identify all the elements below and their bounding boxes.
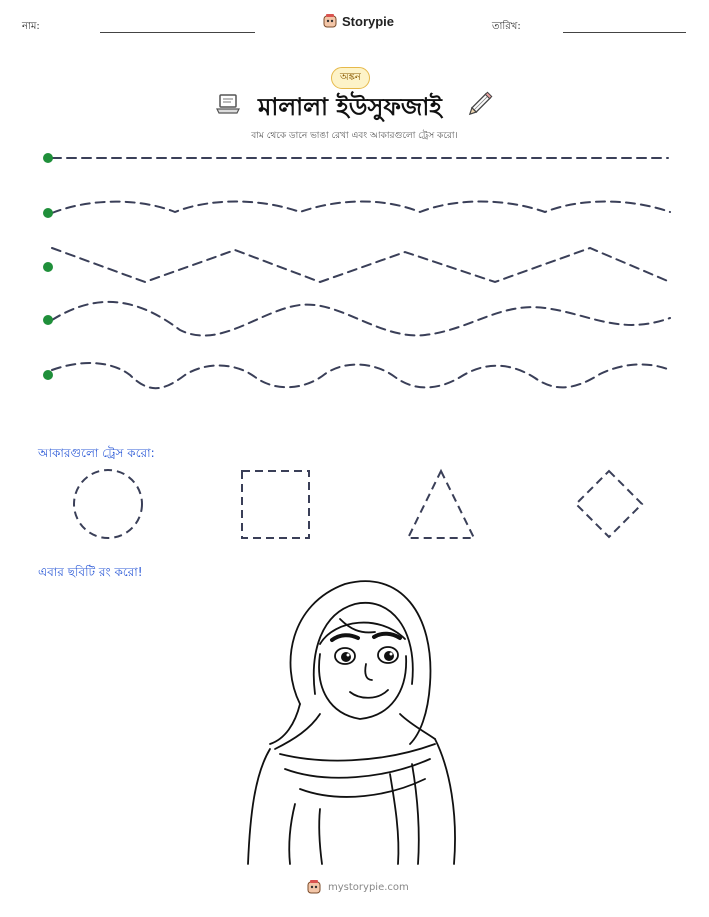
tracing-line-wave-3 <box>52 363 670 388</box>
shape-circle <box>74 470 142 538</box>
category-badge: অঙ্কন <box>331 67 370 89</box>
name-line[interactable] <box>100 32 255 33</box>
shape-triangle <box>408 471 474 538</box>
brand-logo <box>322 13 394 29</box>
coloring-section-label: এবার ছবিটি রং করো! <box>38 565 143 579</box>
brand-name: Storypie <box>342 13 395 29</box>
shape-square <box>242 471 309 538</box>
shapes-section-label: আকারগুলো ট্রেস করো: <box>38 446 155 460</box>
laptop-icon <box>214 92 242 116</box>
malala-coloring-illustration <box>240 574 470 866</box>
tracing-lines <box>0 140 709 400</box>
start-dot-5 <box>43 370 53 380</box>
start-dot-2 <box>43 208 53 218</box>
shape-diamond <box>576 471 642 537</box>
tracing-line-wave-2 <box>52 302 670 336</box>
start-dot-4 <box>43 315 53 325</box>
tracing-line-zigzag <box>52 248 670 282</box>
storypie-mascot-icon <box>306 879 322 895</box>
footer <box>306 879 409 895</box>
storypie-mascot-icon <box>322 13 338 29</box>
instructions-text: বাম থেকে ডানে ভাঙা রেখা এবং আকারগুলো ট্রেস করো। <box>251 131 458 141</box>
trace-shapes <box>0 460 709 550</box>
start-dot-3 <box>43 262 53 272</box>
date-line[interactable] <box>563 32 686 33</box>
tracing-line-wave-1 <box>52 202 670 214</box>
pencil-icon <box>464 90 494 120</box>
date-label: তারিখ: <box>492 21 521 32</box>
name-label: নাম: <box>22 21 40 32</box>
start-dot-1 <box>43 153 53 163</box>
footer-url[interactable]: mystorypie.com <box>328 881 409 893</box>
page-title: মালালা ইউসুফজাই <box>258 93 442 121</box>
